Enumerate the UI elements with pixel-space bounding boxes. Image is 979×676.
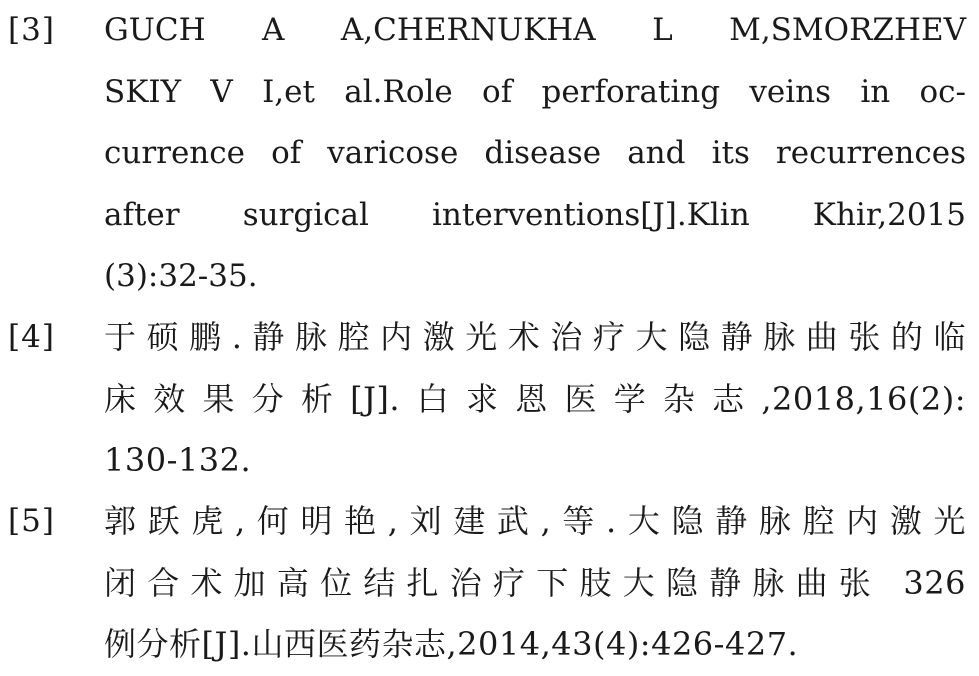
reference-line: 例分析[J].山西医药杂志,2014,43(4):426-427. [104, 625, 799, 663]
reference-line: 130-132. [104, 441, 252, 479]
reference-line: currence of varicose disease and its recurrences [104, 135, 966, 171]
reference-text [104, 0, 966, 308]
reference-line: after surgical interventions[J].Klin Khir,2015 [104, 196, 966, 233]
reference-text [104, 491, 966, 676]
reference-line: 床效果分析[J].白求恩医学杂志,2018,16(2): [104, 379, 966, 418]
reference-text [104, 307, 966, 492]
reference-number: [5] [8, 503, 55, 539]
reference-line: GUCH A A,CHERNUKHA L M,SMORZHEV [104, 12, 966, 48]
reference-line: (3):32-35. [104, 258, 258, 294]
reference-line: 闭合术加高位结扎治疗下肢大隐静脉曲张 326 [104, 563, 966, 602]
reference-number: [3] [8, 12, 55, 48]
reference-line: 郭跃虎,何明艳,刘建武,等.大隐静脉腔内激光 [104, 502, 966, 540]
reference-line: SKIY V I,et al.Role of perforating veins in oc- [104, 73, 966, 110]
reference-number: [4] [8, 319, 55, 355]
reference-line: 于硕鹏.静脉腔内激光术治疗大隐静脉曲张的临 [104, 318, 966, 356]
